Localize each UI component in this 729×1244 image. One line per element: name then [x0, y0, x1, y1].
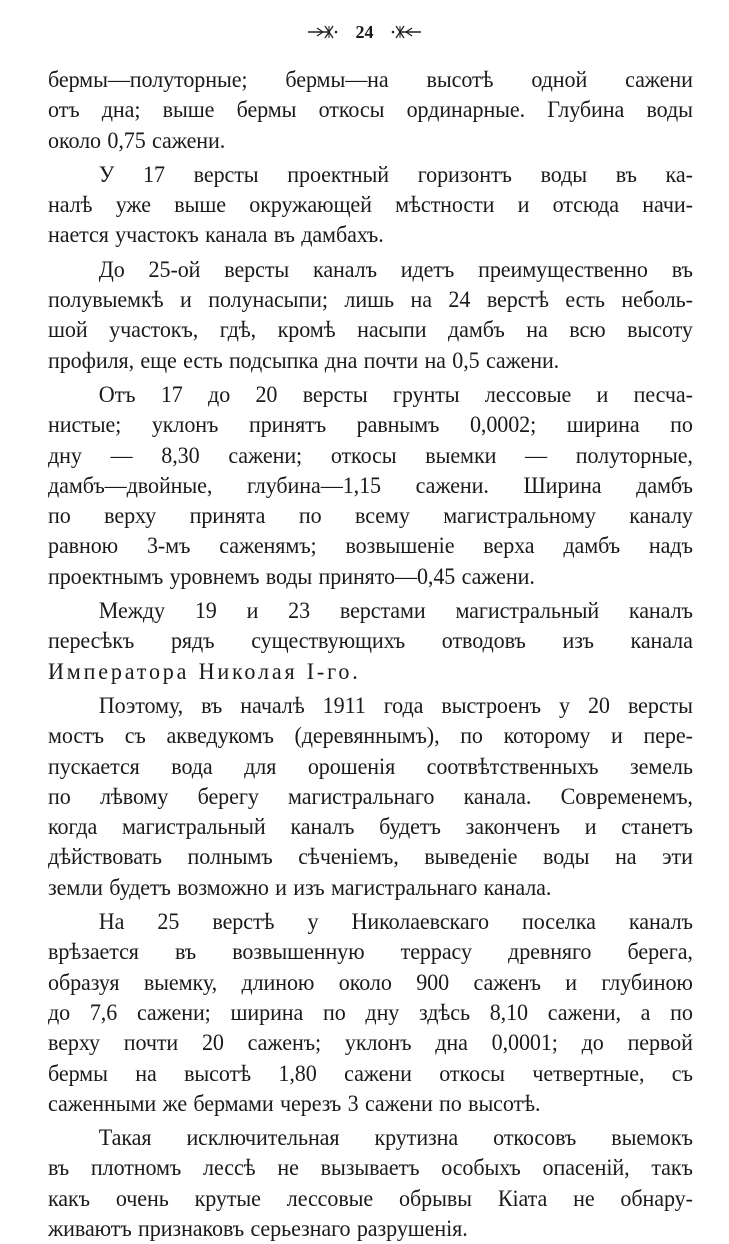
text-line: бермы—полуторные; бермы—на высотѣ одной сажени — [48, 67, 693, 93]
text-line: около 0,75 сажени. — [48, 127, 226, 154]
text-line: до 7,6 сажени; ширина по дну здѣсь 8,10 сажени, а по — [48, 999, 693, 1026]
text-line: равною 3-мъ саженямъ; возвышеніе верха дамбъ надъ — [48, 533, 693, 560]
text-line: живаютъ признаковъ серьезнаго разрушенія. — [48, 1215, 468, 1242]
text-line: въ плотномъ лессѣ не вызываетъ особыхъ опасеній, такъ — [48, 1155, 693, 1182]
text-line: На 25 верстѣ у Николаевскаго поселка каналъ — [98, 909, 693, 936]
text-line: До 25-ой версты каналъ идетъ преимущественно въ — [98, 256, 693, 283]
text-line: Между 19 и 23 верстами магистральный каналъ — [98, 598, 693, 625]
text-line: Поэтому, въ началѣ 1911 года выстроенъ у 20 версты — [98, 692, 693, 719]
text-line: дѣйствовать полнымъ сѣченіемъ, выведеніе воды на эти — [48, 844, 693, 871]
text-line: профиля, еще есть подсыпка дна почти на 0,5 сажени. — [48, 347, 560, 374]
paragraph — [48, 255, 693, 376]
text-line: Такая исключительная крутизна откосовъ выемокъ — [98, 1125, 693, 1152]
text-line: верху почти 20 саженъ; уклонъ дна 0,0001; до первой — [48, 1030, 693, 1057]
text-line: налѣ уже выше окружающей мѣстности и отсюда начи- — [48, 192, 693, 219]
text-line: врѣзается въ возвышенную террасу древняго берега, — [48, 939, 693, 966]
text-line: шой участокъ, гдѣ, кромѣ насыпи дамбъ на всю высоту — [48, 317, 693, 344]
text-line: какъ очень крутые лессовые обрывы Кіата не обнару- — [48, 1185, 693, 1212]
paragraph — [48, 907, 693, 1119]
paragraph — [48, 596, 693, 687]
text-line: У 17 версты проектный горизонтъ воды въ ка- — [98, 161, 693, 188]
page-number: 24 — [355, 21, 374, 42]
text-line: отъ дна; выше бермы откосы ординарные. Глубина воды — [48, 97, 693, 124]
paragraph — [48, 160, 693, 251]
text-line: дамбъ—двойные, глубина—1,15 сажени. Ширина дамбъ — [48, 472, 693, 499]
text-line: когда магистральный каналъ будетъ законченъ и станетъ — [48, 814, 693, 841]
body-text — [48, 65, 693, 1244]
text-line: мостъ съ акведукомъ (деревяннымъ), по которому и пере- — [48, 723, 693, 750]
fleuron-right-icon — [388, 25, 422, 39]
text-line: нается участокъ канала въ дамбахъ. — [48, 222, 384, 249]
text-line: саженными же бермами черезъ 3 сажени по высотѣ. — [48, 1090, 541, 1117]
text-line: по лѣвому берегу магистральнаго канала. Современемъ, — [48, 783, 693, 810]
text-line: пускается вода для орошенія соотвѣтственныхъ земель — [48, 753, 693, 780]
paragraph — [48, 380, 693, 592]
text-line: полувыемкѣ и полунасыпи; лишь на 24 верстѣ есть неболь- — [48, 287, 693, 314]
text-line: по верху принята по всему магистральному каналу — [48, 503, 693, 530]
text-line: Императора Николая I-го. — [48, 658, 361, 685]
text-line: пересѣкъ рядъ существующихъ отводовъ изъ канала — [48, 628, 693, 655]
paragraph — [48, 691, 693, 903]
paragraph — [48, 65, 693, 156]
text-line: дну — 8,30 сажени; откосы выемки — полуторные, — [48, 442, 693, 469]
text-line: проектнымъ уровнемъ воды принято—0,45 сажени. — [48, 563, 535, 590]
text-line: образуя выемку, длиною около 900 саженъ и глубиною — [48, 969, 693, 996]
text-line: земли будетъ возможно и изъ магистральнаго канала. — [48, 874, 552, 901]
page-header — [0, 18, 729, 44]
fleuron-left-icon — [307, 25, 341, 39]
text-line: Отъ 17 до 20 версты грунты лессовые и песча- — [98, 381, 693, 408]
text-line: нистые; уклонъ принятъ равнымъ 0,0002; ширина по — [48, 412, 693, 439]
text-line: бермы на высотѣ 1,80 сажени откосы четвертные, съ — [48, 1060, 693, 1087]
paragraph — [48, 1123, 693, 1244]
